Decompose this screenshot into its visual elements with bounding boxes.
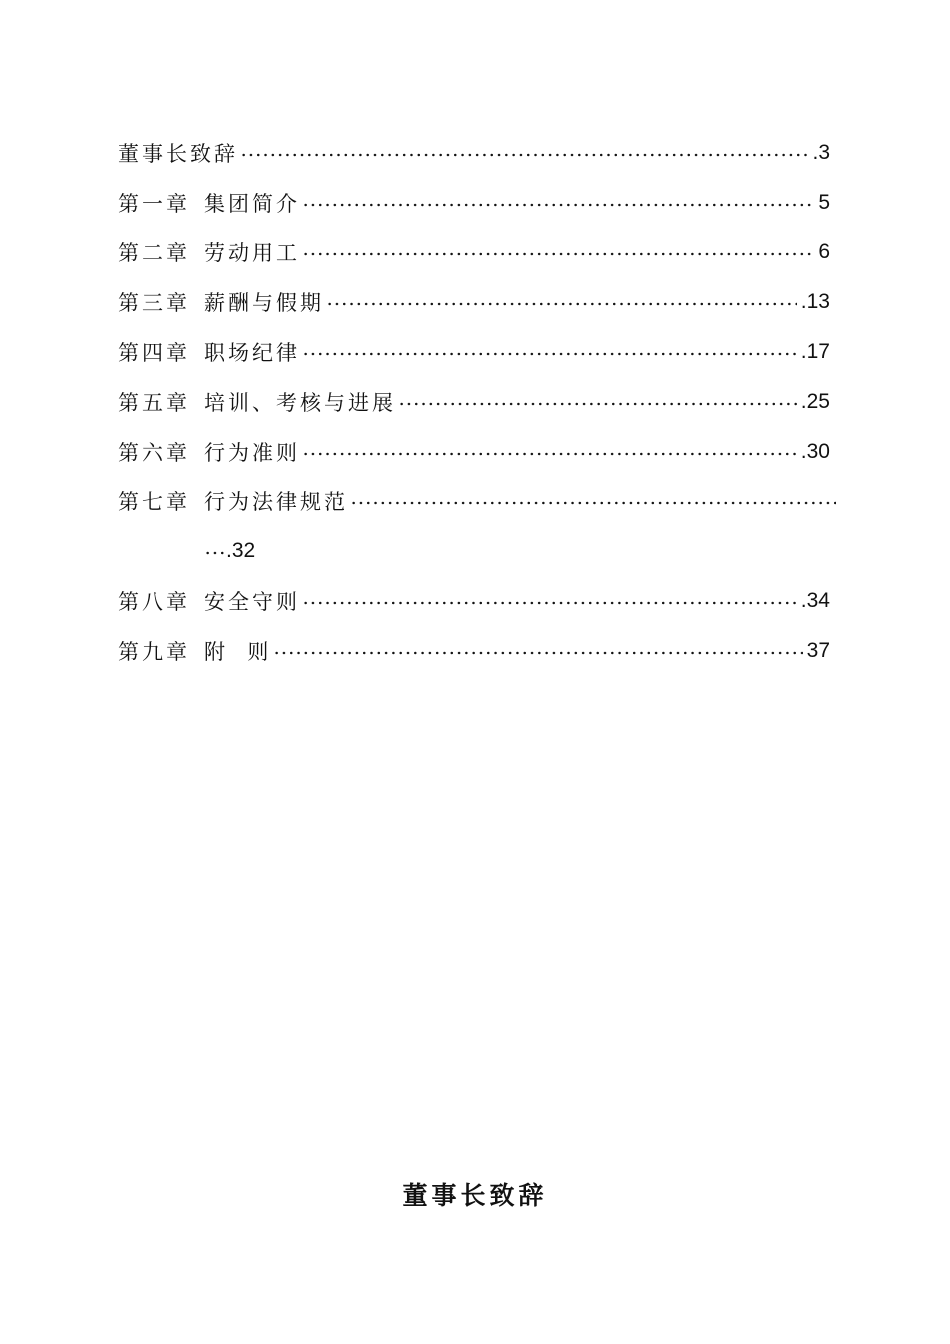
toc-entry-chapter-8[interactable] — [118, 576, 830, 626]
toc-entry-title — [118, 437, 300, 467]
toc-entry-title: 董事长致辞 — [118, 141, 238, 166]
toc-entry-chapter-3[interactable] — [118, 277, 830, 327]
toc-page-number: .30 — [800, 439, 830, 463]
toc-leader-dots — [350, 501, 836, 505]
toc-chapter-title: 附 则 — [204, 639, 272, 664]
toc-entry-title — [118, 636, 271, 666]
toc-chapter-label: 第九章 — [118, 639, 190, 664]
toc-entry-title — [118, 387, 396, 417]
toc-page-number: 37 — [806, 638, 830, 662]
toc-chapter-label: 第三章 — [118, 291, 190, 316]
toc-chapter-label: 第二章 — [118, 241, 190, 266]
toc-entry-chapter-5[interactable] — [118, 377, 830, 427]
toc-chapter-label: 第七章 — [118, 490, 190, 515]
toc-chapter-title: 安全守则 — [204, 590, 300, 615]
toc-chapter-title: 行为准则 — [204, 440, 300, 465]
toc-entry-title — [118, 337, 300, 367]
toc-leader-dots — [204, 551, 226, 555]
toc-entry-chapter-2[interactable] — [118, 228, 830, 278]
toc-entry-chapter-6[interactable] — [118, 427, 830, 477]
toc-leader-dots — [302, 203, 814, 207]
toc-page-number: .3 — [812, 140, 830, 164]
toc-leader-dots — [302, 352, 797, 356]
toc-leader-dots — [302, 452, 797, 456]
toc-page-number: 6 — [818, 240, 830, 264]
toc-leader-dots — [240, 153, 808, 157]
toc-entry-chapter-7-continuation[interactable] — [118, 526, 830, 576]
toc-chapter-label: 第五章 — [118, 390, 190, 415]
toc-chapter-label: 第一章 — [118, 191, 190, 216]
toc-entry-title — [118, 237, 300, 267]
toc-chapter-title: 薪酬与假期 — [204, 291, 324, 316]
toc-entry-title — [118, 188, 300, 218]
toc-leader-dots — [302, 252, 814, 256]
toc-page-number: .32 — [226, 539, 256, 563]
toc-page-number: .17 — [800, 340, 830, 364]
toc-page-number: .13 — [800, 290, 830, 314]
toc-chapter-title: 培训、考核与进展 — [204, 390, 396, 415]
section-heading: 董事长致辞 — [402, 1181, 548, 1210]
toc-chapter-label: 第八章 — [118, 590, 190, 615]
toc-entry-chapter-7[interactable] — [118, 477, 830, 527]
toc-chapter-label: 第六章 — [118, 440, 190, 465]
toc-leader-dots — [302, 601, 797, 605]
toc-leader-dots — [326, 302, 797, 306]
toc-chapter-label: 第四章 — [118, 341, 190, 366]
toc-entry-chapter-4[interactable] — [118, 327, 830, 377]
toc-chapter-title: 职场纪律 — [204, 341, 300, 366]
toc-chapter-title: 劳动用工 — [204, 241, 300, 266]
toc-entry-title — [118, 586, 300, 616]
toc-entry-chairman-address[interactable] — [118, 128, 830, 178]
toc-page-number: 5 — [818, 190, 830, 214]
toc-page-number: .34 — [800, 589, 830, 613]
toc-entry-chapter-1[interactable] — [118, 178, 830, 228]
toc-leader-dots — [273, 651, 802, 655]
toc-entry-title — [118, 486, 348, 516]
toc-page-number: .25 — [800, 389, 830, 413]
table-of-contents — [118, 128, 830, 676]
toc-entry-chapter-9[interactable] — [118, 626, 830, 676]
toc-leader-dots — [398, 402, 797, 406]
toc-chapter-title: 行为法律规范 — [204, 490, 348, 515]
toc-chapter-title: 集团简介 — [204, 191, 300, 216]
toc-entry-title — [118, 287, 324, 317]
